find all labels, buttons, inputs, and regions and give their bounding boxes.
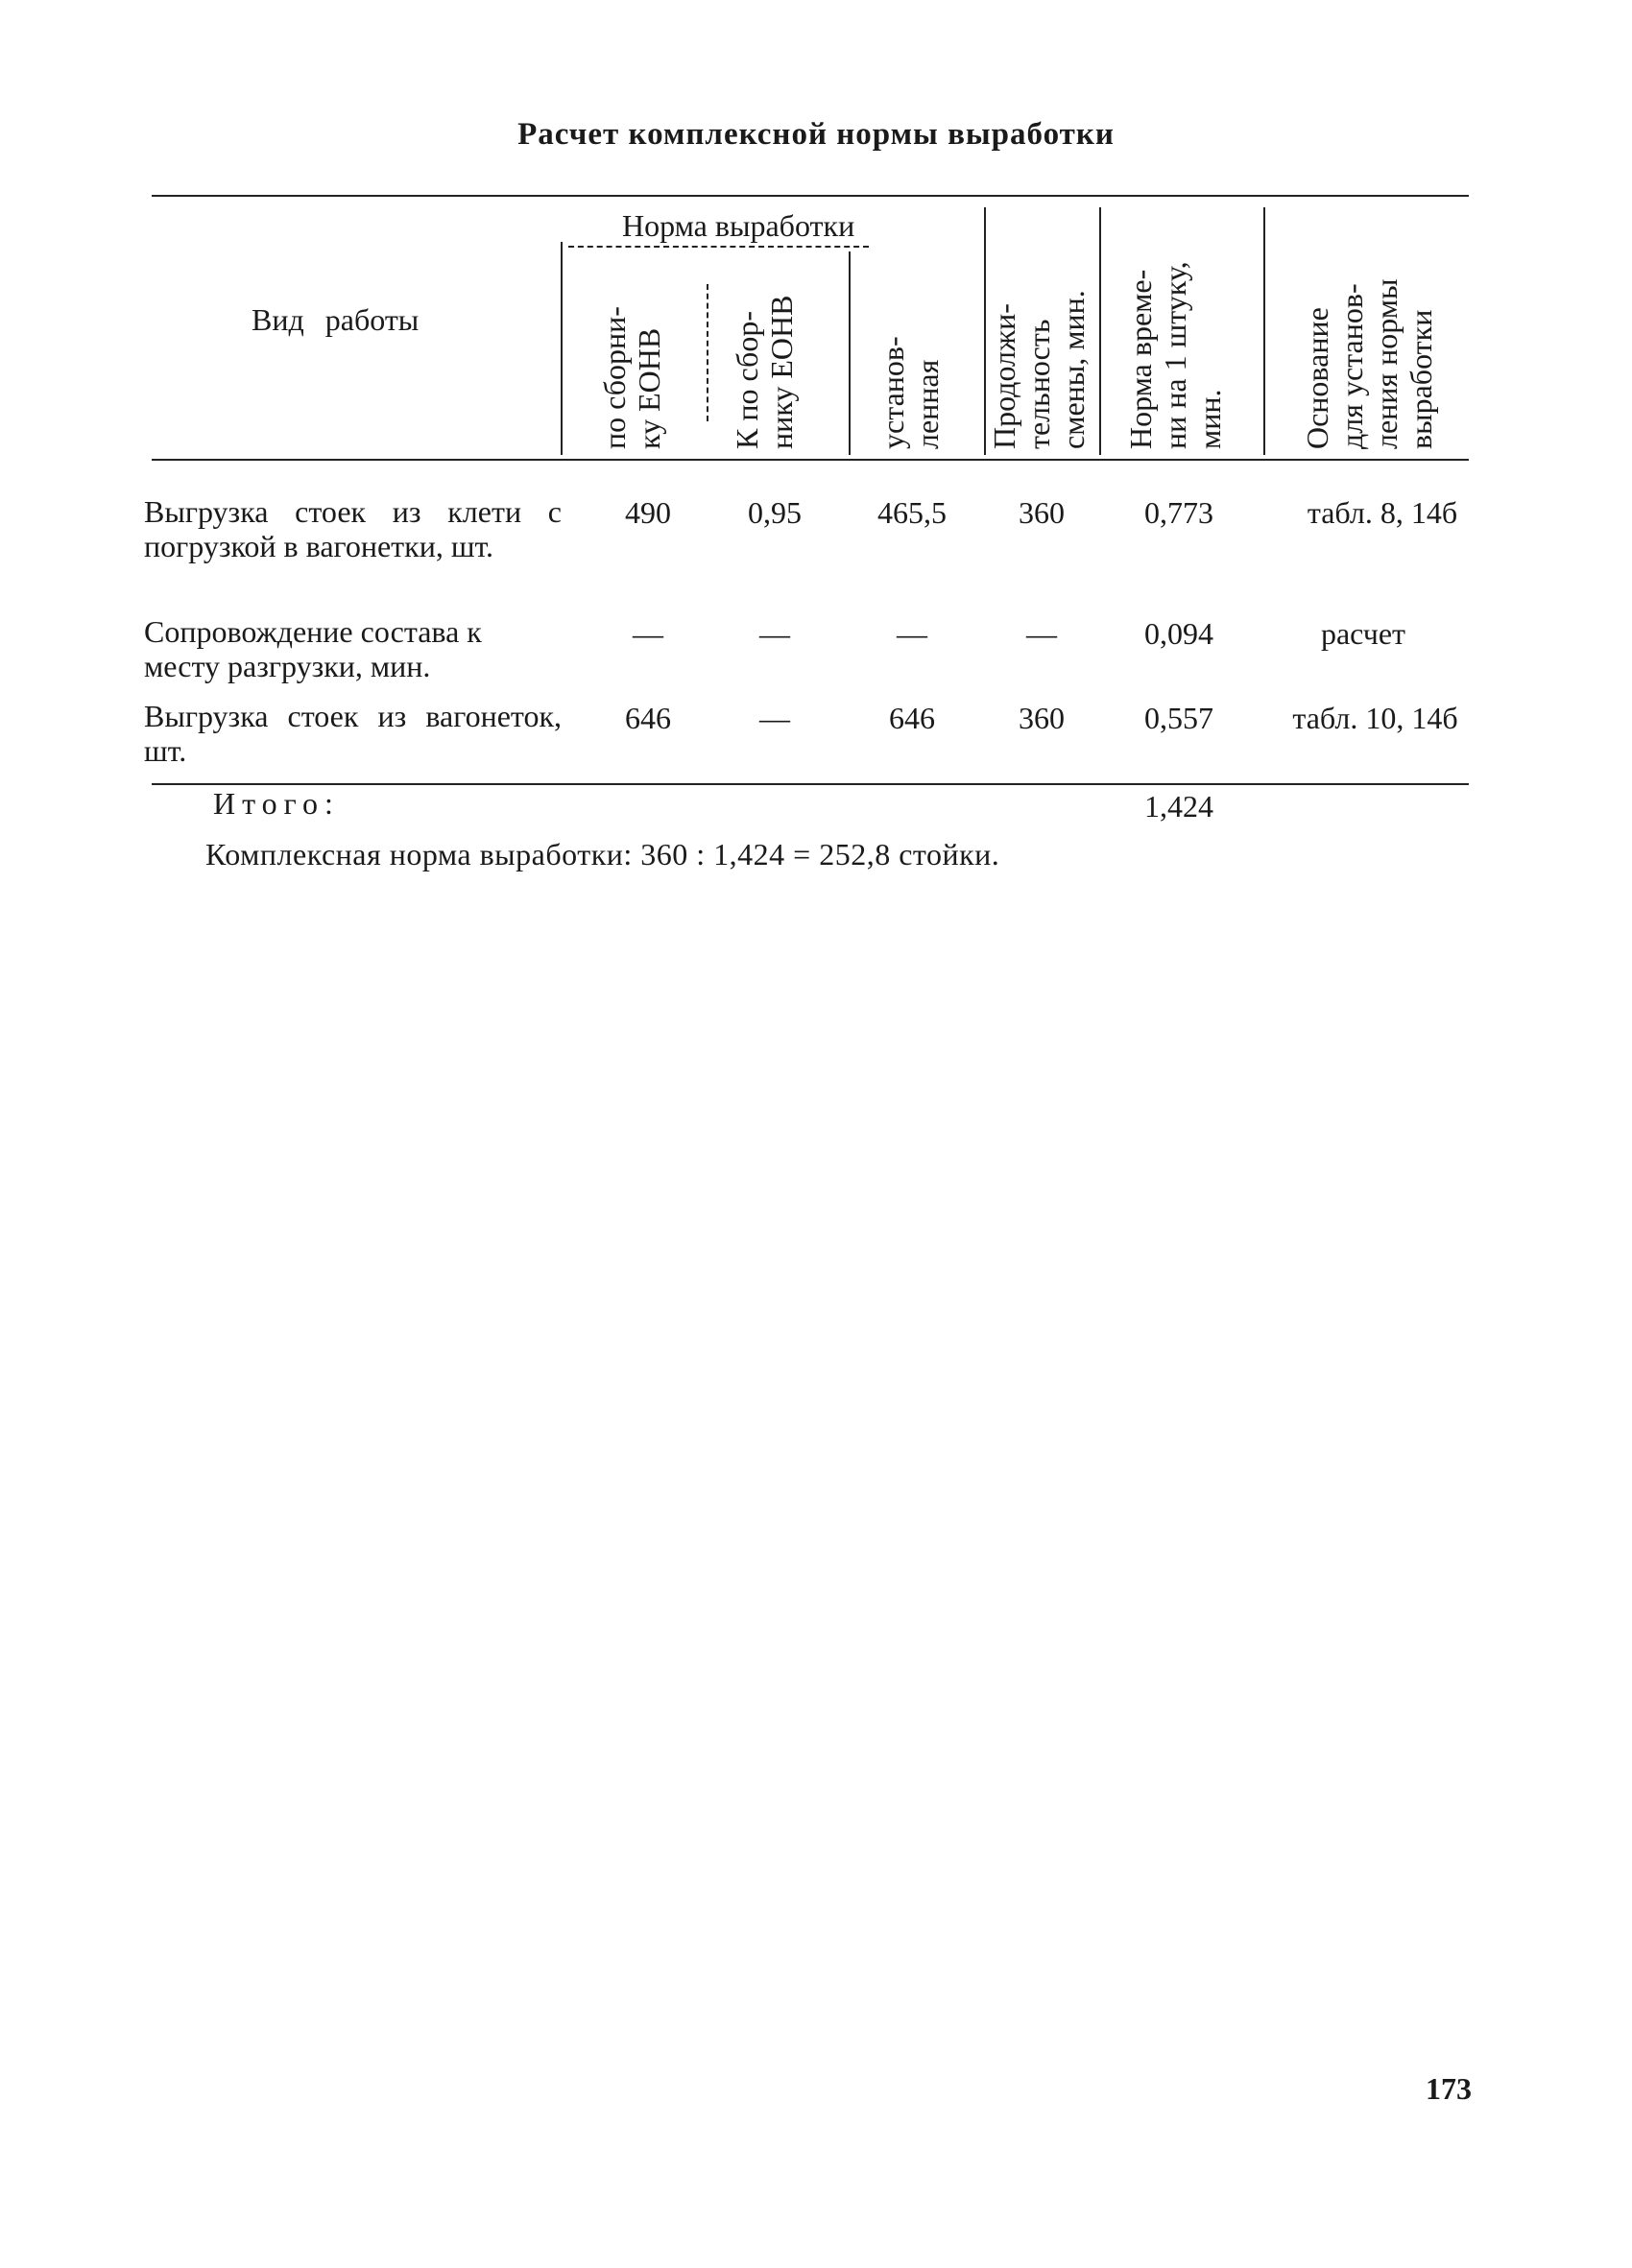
col-sep-2 xyxy=(707,284,708,421)
col-sep-6 xyxy=(1263,207,1265,455)
col-sep-3 xyxy=(849,251,851,455)
norm-group-underline xyxy=(568,246,869,248)
col-sep-4 xyxy=(984,207,986,455)
row-2-time-norm: 0,094 xyxy=(1144,616,1213,651)
row-3-basis: табл. 10, 14б xyxy=(1292,701,1458,735)
header-k-collection: К по сбор- нику ЕОНВ xyxy=(730,295,799,449)
page-number: 173 xyxy=(1426,2071,1472,2106)
col-sep-1 xyxy=(561,242,563,455)
header-shift-duration: Продолжи- тельность смены, мин. xyxy=(987,290,1091,449)
row-3-established: 646 xyxy=(889,701,935,735)
col-sep-5 xyxy=(1099,207,1101,455)
header-time-norm: Норма време- ни на 1 штуку, мин. xyxy=(1123,261,1227,449)
row-1-basis: табл. 8, 14б xyxy=(1307,495,1458,530)
table-row-1-work: Выгрузка стоек из клети с погрузкой в вагонетки, шт. xyxy=(144,494,562,563)
total-label: Итого: xyxy=(213,786,340,821)
row-1-established: 465,5 xyxy=(877,495,947,530)
complex-norm-formula: Комплексная норма выработки: 360 : 1,424 = 252,8 стойки. xyxy=(205,837,1000,871)
row-3-k: — xyxy=(759,701,790,735)
row-2-established: — xyxy=(897,616,927,651)
row-3-duration: 360 xyxy=(1019,701,1065,735)
row-1-duration: 360 xyxy=(1019,495,1065,530)
row-2-basis: расчет xyxy=(1320,616,1406,651)
header-established: установ- ленная xyxy=(876,336,945,449)
row-1-time-norm: 0,773 xyxy=(1144,495,1213,530)
page-title: Расчет комплексной нормы выработки xyxy=(517,117,1115,152)
row-3-by-collection: 646 xyxy=(625,701,671,735)
header-basis: Основание для установ- ления нормы выработки xyxy=(1300,278,1438,449)
header-bottom-rule xyxy=(152,459,1469,461)
table-top-rule xyxy=(152,195,1469,197)
row-2-duration: — xyxy=(1026,616,1057,651)
row-2-k: — xyxy=(759,616,790,651)
row-1-by-collection: 490 xyxy=(625,495,671,530)
row-3-time-norm: 0,557 xyxy=(1144,701,1213,735)
header-norm-group: Норма выработки xyxy=(622,208,855,243)
row-2-by-collection: — xyxy=(633,616,663,651)
header-by-collection: по сборни- ку ЕОНВ xyxy=(597,306,666,449)
total-value: 1,424 xyxy=(1144,789,1213,824)
header-work-type: Вид работы xyxy=(252,302,420,337)
total-rule xyxy=(152,783,1469,785)
row-1-k: 0,95 xyxy=(748,495,802,530)
table-row-2-work: Сопровождение состава к месту разгрузки, мин. xyxy=(144,614,482,683)
table-row-3-work: Выгрузка стоек из вагонеток, шт. xyxy=(144,699,562,768)
